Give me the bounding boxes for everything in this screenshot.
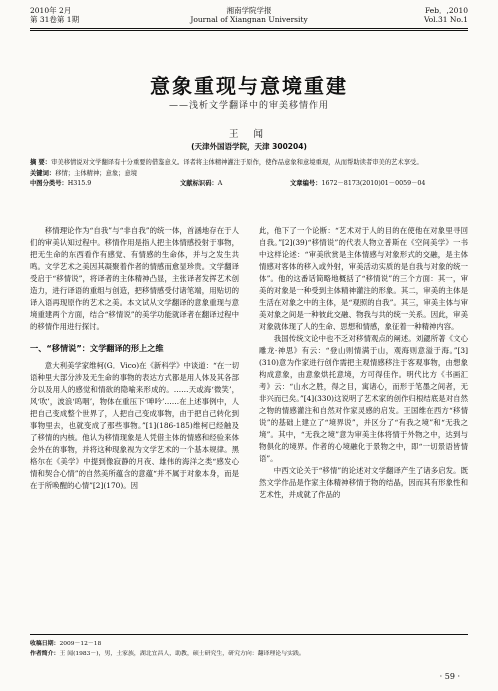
- paragraph: 意大利美学家维柯(G．Vico)在《新科学》中谈道：“在一切语种里大部分涉及无生命的事物的表达方式都是用人体及其各部分以及用人的感觉和情欲的隐喻来形成的。……天或海‘微笑’，风‘吹’，波浪‘呜咽’，物体在重压下‘呻吟’……在上述事例中，人把自己变成整个世界了，人把自己变成事物，由于把自己转化到事物里去，也就变成了那些事物。”[1](186-185)维柯已经触及了移情的内核。他认为移情现象是人凭借主体的情感和经验来体会外在的事物，并将这种现象视为文学艺术的一个基本规律。黑格尔在《美学》中提到像寂静的月夜、雄伟的海洋之类“感发心情和契合心情”的自然美所蕴含的意蕴“并不属于对象本身，而是在于所唤醒的心情”[2](170)。因: [30, 361, 240, 490]
- article-title: 意象重现与意境重建: [150, 74, 348, 98]
- body-column-left: [30, 225, 239, 492]
- abstract-text: 审美移情说对文学翻译有十分重要的借鉴意义。译者将主体精神灌注于原作，使作品意象和意境重现，从而帮助读者审美的艺术享受。: [51, 159, 423, 166]
- author-name: 王 闻: [228, 129, 270, 140]
- section-heading: 一、“移情说”：文学翻译的形上之维: [30, 343, 164, 353]
- body-column-right: [259, 225, 468, 501]
- keywords-label: 关键词：: [30, 169, 56, 177]
- classification-ids: [30, 179, 468, 190]
- author-bio: 作者简介：王 闻(1983－)，男，土家族，湖北宜昌人，助教，硕士研究生，研究方向：翻译理论与实践。: [30, 651, 305, 657]
- paragraph: 此，他下了一个论断：“艺术对于人的目的在使他在对象里寻回自我。”[2](39)“移情说”的代表人物立普斯在《空间美学》一书中这样论述：“审美欣赏是主体情感与对象形式的交融，是主体情感对客体的移入或外射，审美活动实质的是自我与对象的统一体”。他的这番话简略地概括了“移情说”的三个方面：其一，审美的对象是一种受到主体精神灌注的形象。其二，审美的主体是生活在对象之中的主体，是“观照的自我”。其三，审美主体与审美对象之间是一种彼此交融、物我与共的统一关系。因此，审美对象就体现了人的生命、思想和情感，象征着一种精神内容。: [259, 226, 468, 331]
- paragraph: 移情理论作为“自我”与“非自我”的统一体，首涵地存在于人们的审美认知过程中。移情作用是指人把主体情感投射于事物，把无生命的东西看作有感觉、有情感的生命体，并与之发生共鸣。文学艺术之美因其凝聚着作者的情感而愈显珍贵。文学翻译受启于“移情说”，将译者的主体精神凸显，主张译者发挥艺术创造力，进行译语的重组与创造，把移情感受付诸笔端，用贴切的译入语再现原作的艺术之美。本文试从文学翻译的意象重现与意境重建两个方面，结合“移情说”的美学功能就译者在翻译过程中的移情作用进行探讨。: [30, 226, 239, 331]
- abstract-label: 摘 要：: [30, 159, 52, 166]
- clc-number: 中图分类号： H315.9: [30, 180, 92, 187]
- author-affiliation: (天津外国语学院，天津 300204): [191, 142, 307, 151]
- received-date: 收稿日期：2009－12－18: [30, 641, 102, 647]
- paragraph: 中西文论关于“移情”的论述对文学翻译产生了诸多启发。既然文学作品是作家主体精神移情于物的结晶，因而其有形象性和艺术性，并成就了作品的: [259, 466, 468, 499]
- document-code: 文献标识码： A: [180, 180, 223, 187]
- abstract: [30, 158, 468, 169]
- header-volume: Feb．,2010 Vol.31 No.1: [423, 6, 468, 24]
- article-meta: [30, 158, 468, 190]
- keywords: [30, 169, 468, 180]
- article-number: 文章编号： 1672－8173(2010)01－0059－04: [290, 180, 426, 187]
- footnote: [30, 634, 468, 659]
- header-rule-thin: [30, 30, 468, 31]
- paragraph: 我国传统文论中也不乏对移情观点的阐述。刘勰所著《文心雕龙·神思》有云：“登山则情满于山，观海则意溢于海。”[3](310)意为作家进行创作需把主观情感移注于客观事物，由想象构成意象，由意象烘托意境，方可得佳作。明代比方《书画汇考》云：“山水之胜，得之目，寓诸心，而形于笔墨之间者，无非兴而已矣。”[4](330)这说明了艺术家的创作归根结底是对自然之物的情感灌注和自然对作家灵感的启发。王国维在西方“移情说”的基础上建立了“境界说”，并区分了“有我之境”和“无我之境”。其中，“无我之境”意为审美主体将情于外物之中，达到与物俱化的境界。作者的心境融化于景物之中，即“一切景语皆情语”。: [259, 334, 468, 463]
- header-journal: 湘南学院学报 Journal of Xiangnan University: [190, 6, 308, 24]
- header-rule-thick: [30, 28, 468, 29]
- article-subtitle: ——浅析文学翻译中的审美移情作用: [168, 101, 329, 111]
- page-number: · 59 ·: [439, 672, 460, 681]
- keywords-text: 移情；主体精神；意象；意境: [55, 169, 138, 177]
- header-issue: 2010年 2月 第 31卷第 1期: [30, 6, 80, 24]
